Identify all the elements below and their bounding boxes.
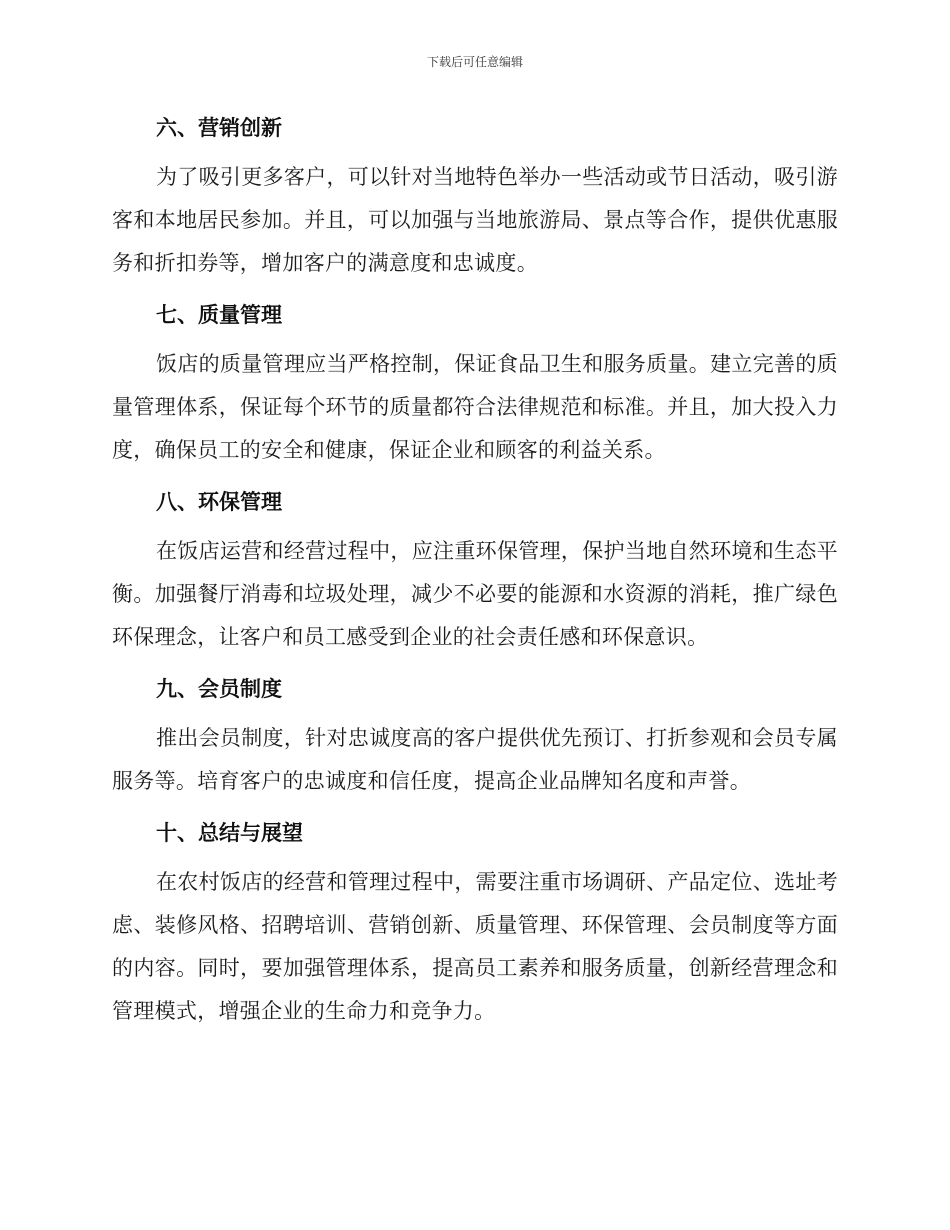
section-summary-outlook	[112, 811, 838, 1033]
section-heading: 六、营销创新	[156, 116, 282, 140]
section-body: 在农村饭店的经营和管理过程中，需要注重市场调研、产品定位、选址考虑、装修风格、招聘培训、营销创新、质量管理、环保管理、会员制度等方面的内容。同时，要加强管理体系，提高员工素养和服务质量，创新经营理念和管理模式，增强企业的生命力和竞争力。	[112, 870, 838, 1023]
document-content	[112, 106, 838, 1041]
section-membership-system	[112, 667, 838, 803]
page-header: 下载后可任意编辑	[426, 55, 523, 69]
section-heading: 七、质量管理	[156, 303, 282, 327]
section-environmental-management	[112, 480, 838, 659]
section-body: 在饭店运营和经营过程中，应注重环保管理，保护当地自然环境和生态平衡。加强餐厅消毒和垃圾处理，减少不必要的能源和水资源的消耗，推广绿色环保理念，让客户和员工感受到企业的社会责任感和环保意识。	[112, 539, 838, 649]
section-body: 推出会员制度，针对忠诚度高的客户提供优先预订、打折参观和会员专属服务等。培育客户的忠诚度和信任度，提高企业品牌知名度和声誉。	[112, 726, 838, 793]
section-body: 饭店的质量管理应当严格控制，保证食品卫生和服务质量。建立完善的质量管理体系，保证每个环节的质量都符合法律规范和标准。并且，加大投入力度，确保员工的安全和健康，保证企业和顾客的利益关系。	[112, 352, 838, 462]
section-marketing-innovation	[112, 106, 838, 285]
section-quality-management	[112, 293, 838, 472]
section-heading: 八、环保管理	[156, 490, 282, 514]
section-heading: 十、总结与展望	[156, 821, 303, 845]
section-body: 为了吸引更多客户，可以针对当地特色举办一些活动或节日活动，吸引游客和本地居民参加。并且，可以加强与当地旅游局、景点等合作，提供优惠服务和折扣券等，增加客户的满意度和忠诚度。	[112, 165, 838, 275]
section-heading: 九、会员制度	[156, 677, 282, 701]
